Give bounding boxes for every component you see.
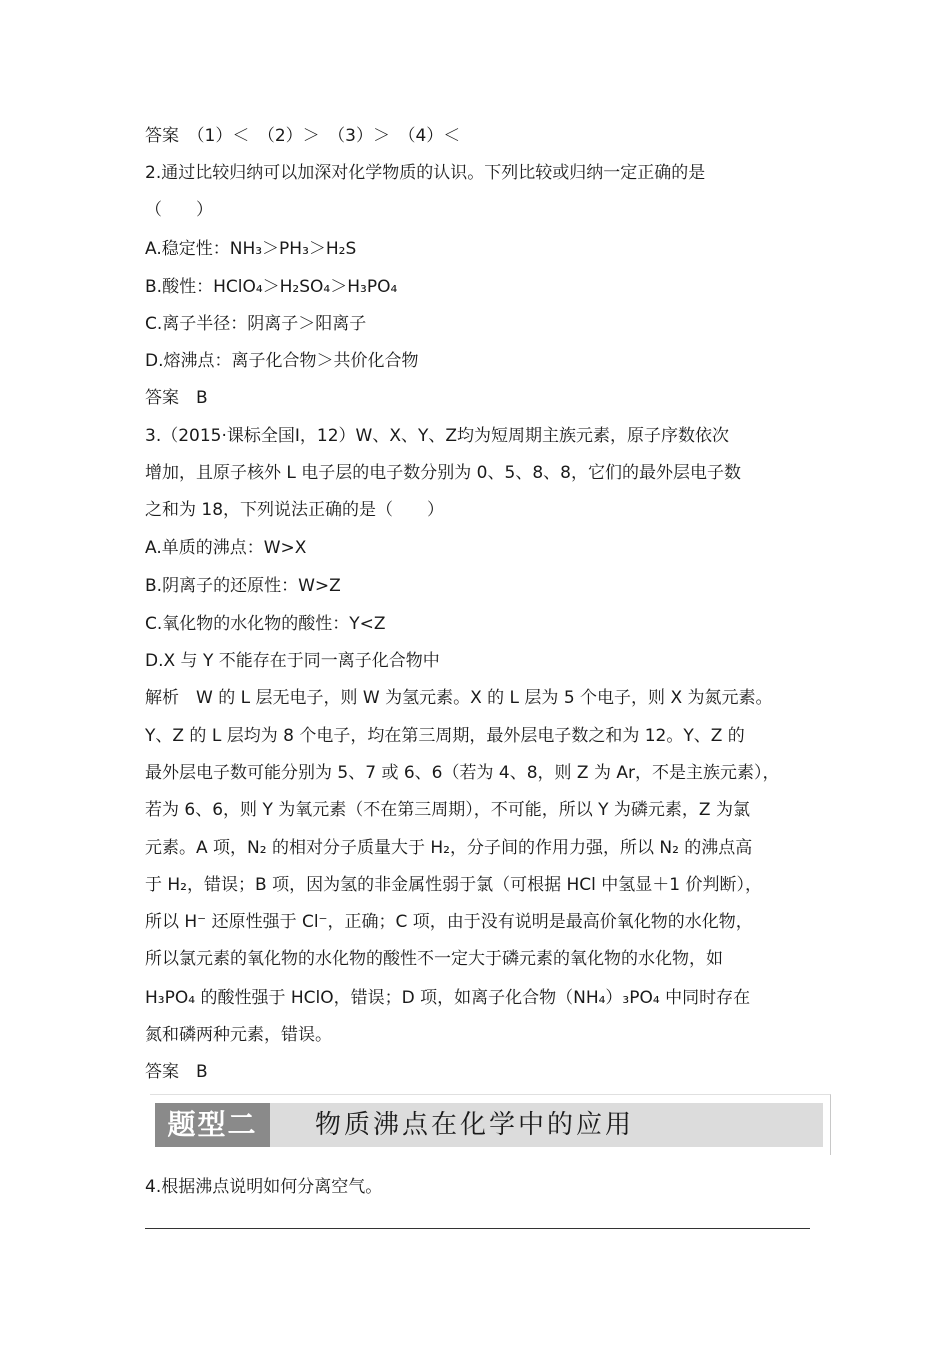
section-label: 题型二 xyxy=(155,1103,270,1147)
answer-3: 答案 B xyxy=(145,1062,208,1082)
q3-option-c: C.氧化物的水化物的酸性：Y<Z xyxy=(145,614,386,634)
question-4: 4.根据沸点说明如何分离空气。 xyxy=(145,1177,383,1197)
q2-option-c: C.离子半径：阴离子＞阳离子 xyxy=(145,314,367,334)
q2-option-b: B.酸性：HClO₄＞H₂SO₄＞H₃PO₄ xyxy=(145,277,398,297)
analysis-line-1: 解析 W 的 L 层无电子，则 W 为氢元素。X 的 L 层为 5 个电子，则 X 为氮元素。 xyxy=(145,688,773,708)
section-banner-bar xyxy=(155,1103,823,1147)
q3-option-a: A.单质的沸点：W>X xyxy=(145,538,307,558)
analysis-line-2: Y、Z 的 L 层均为 8 个电子，均在第三周期，最外层电子数之和为 12。Y、Z 的 xyxy=(145,726,745,746)
answer-blank-line xyxy=(145,1228,810,1229)
analysis-line-8: 所以氯元素的氧化物的水化物的酸性不一定大于磷元素的氧化物的水化物，如 xyxy=(145,949,723,969)
question-3-stem-1: 3.（2015·课标全国Ⅰ，12）W、X、Y、Z均为短周期主族元素，原子序数依次 xyxy=(145,426,730,446)
answer-1: 答案 （1）＜ （2）＞ （3）＞ （4）＜ xyxy=(145,126,461,146)
question-2-stem: 2.通过比较归纳可以加深对化学物质的认识。下列比较或归纳一定正确的是 xyxy=(145,163,706,183)
analysis-line-6: 于 H₂，错误；B 项，因为氢的非金属性弱于氯（可根据 HCl 中氢显＋1 价判断）， xyxy=(145,875,762,895)
analysis-line-10: 氮和磷两种元素，错误。 xyxy=(145,1025,332,1045)
question-2-bracket: （ ） xyxy=(145,200,213,220)
analysis-line-9: H₃PO₄ 的酸性强于 HClO，错误；D 项，如离子化合物（NH₄）₃PO₄ 中同时存在 xyxy=(145,988,751,1008)
analysis-line-4: 若为 6、6，则 Y 为氧元素（不在第三周期），不可能，所以 Y 为磷元素，Z 为氯 xyxy=(145,800,750,820)
q2-option-a: A.稳定性：NH₃＞PH₃＞H₂S xyxy=(145,239,357,259)
q2-option-d: D.熔沸点：离子化合物＞共价化合物 xyxy=(145,351,419,371)
question-3-stem-3: 之和为 18，下列说法正确的是（ ） xyxy=(145,500,445,520)
analysis-line-5: 元素。A 项，N₂ 的相对分子质量大于 H₂，分子间的作用力强，所以 N₂ 的沸点高 xyxy=(145,838,753,858)
section-banner xyxy=(150,1094,831,1155)
analysis-line-3: 最外层电子数可能分别为 5、7 或 6、6（若为 4、8，则 Z 为 Ar，不是主族元素）， xyxy=(145,763,780,783)
analysis-line-7: 所以 H⁻ 还原性强于 Cl⁻，正确；C 项，由于没有说明是最高价氧化物的水化物， xyxy=(145,912,753,932)
q3-option-d: D.X 与 Y 不能存在于同一离子化合物中 xyxy=(145,651,440,671)
section-title: 物质沸点在化学中的应用 xyxy=(315,1110,635,1140)
question-3-stem-2: 增加，且原子核外 L 电子层的电子数分别为 0、5、8、8，它们的最外层电子数 xyxy=(145,463,741,483)
answer-2: 答案 B xyxy=(145,388,208,408)
q3-option-b: B.阴离子的还原性：W>Z xyxy=(145,576,341,596)
